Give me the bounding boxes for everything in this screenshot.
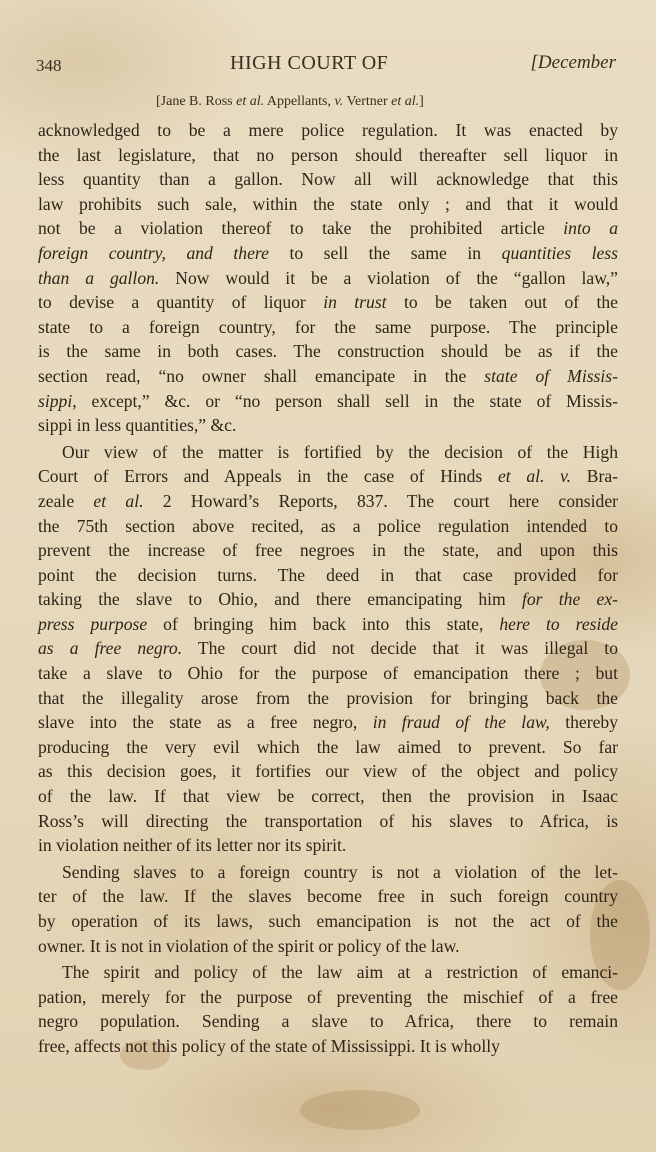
text-line [38, 636, 618, 661]
running-month: [December [530, 52, 616, 73]
text-line [38, 290, 618, 315]
caption-part: [Jane B. Ross [156, 94, 237, 109]
text-run: prevent the increase of free negroes in the state, and upon this [38, 540, 618, 561]
italic-text: and there [186, 242, 269, 263]
paragraph [38, 440, 618, 858]
text-line [38, 1009, 618, 1034]
case-caption [156, 94, 424, 110]
italic-text: press purpose [38, 613, 148, 634]
text-run: the 75th section above recited, as a police regulation intended to [38, 515, 618, 536]
italic-text: for the ex- [521, 589, 618, 610]
text-run: Now would it be a violation of the “gallon law,” [159, 267, 618, 288]
text-run: sippi in less quantities,” &c. [38, 415, 237, 436]
page-header [36, 50, 616, 78]
text-line [38, 735, 618, 760]
text-line [38, 612, 618, 637]
text-run: pation, merely for the purpose of preventing the mischief of a free [38, 986, 618, 1007]
text-run: of the law. If that view be correct, then the provision in Isaac [38, 786, 618, 807]
italic-text: sippi, [38, 390, 77, 411]
text-line [38, 759, 618, 784]
text-line [38, 563, 618, 588]
text-run: the last legislature, that no person should thereafter sell liquor in [38, 144, 618, 165]
text-line [38, 985, 618, 1010]
text-run: zeale [38, 490, 94, 511]
text-line [38, 489, 618, 514]
text-run: Bra- [571, 466, 618, 487]
text-line [38, 364, 618, 389]
italic-text: foreign country, [38, 242, 166, 263]
text-run: except,” &c. or “no person shall sell in the state of Missis- [76, 390, 618, 411]
caption-part: Vertner [343, 94, 392, 109]
text-run: negro population. Sending a slave to Africa, there to remain [38, 1011, 618, 1032]
italic-text: et al. v. [497, 466, 572, 487]
italic-text: as a free negro. [38, 638, 183, 659]
text-line [38, 464, 618, 489]
text-run: slave into the state as a free negro, [38, 712, 373, 733]
text-line [38, 661, 618, 686]
text-line [38, 960, 618, 985]
text-run: to be taken out of the [386, 292, 618, 313]
text-line [38, 514, 618, 539]
italic-text: here to reside [499, 613, 618, 634]
text-run: that the illegality arose from the provision for bringing back the [38, 687, 618, 708]
text-run: The court did not decide that it was illegal to [182, 638, 618, 659]
caption-part: et al. [391, 94, 420, 109]
text-line [38, 909, 618, 934]
text-run: take a slave to Ohio for the purpose of emancipation there ; but [38, 663, 618, 684]
paragraph [38, 960, 618, 1058]
text-line [38, 860, 618, 885]
text-run: free, affects not this policy of the state of Mississippi. It is wholly [38, 1035, 500, 1056]
text-line [38, 538, 618, 563]
text-line [38, 241, 618, 266]
text-line [38, 389, 618, 414]
text-line [38, 710, 618, 735]
text-line [38, 315, 618, 340]
text-run: ter of the law. If the slaves become free in such foreign country [38, 886, 618, 907]
caption-part: v. [334, 94, 344, 109]
italic-text: than a gallon. [38, 267, 160, 288]
text-run: Sending slaves to a foreign country is not a violation of the let- [62, 861, 618, 882]
text-run: Our view of the matter is fortified by the decision of the High [62, 441, 618, 462]
paper-stain [300, 1090, 420, 1130]
text-run: acknowledged to be a mere police regulation. It was enacted by [38, 120, 618, 140]
text-line [38, 784, 618, 809]
text-line [38, 266, 618, 291]
italic-text: in trust [323, 292, 387, 313]
text-run: of bringing him back into this state, [147, 613, 500, 634]
text-line [38, 216, 618, 241]
text-run: less quantity than a gallon. Now all will acknowledge that this [38, 169, 618, 190]
text-line [38, 192, 618, 217]
text-run: owner. It is not in violation of the spirit or policy of the law. [38, 935, 460, 956]
text-line [38, 118, 618, 143]
italic-text: in fraud of the law, [372, 712, 550, 733]
paragraph [38, 118, 618, 438]
text-run: Ross’s will directing the transportation of his slaves to Africa, is [38, 810, 618, 831]
text-line [38, 143, 618, 168]
text-line [38, 587, 618, 612]
text-run: law prohibits such sale, within the state only ; and that it would [38, 193, 618, 214]
caption-part: et al. [236, 94, 265, 109]
italic-text: et al. [93, 490, 144, 511]
text-run: by operation of its laws, such emancipation is not the act of the [38, 911, 618, 931]
text-line [38, 413, 618, 438]
text-line [38, 833, 618, 858]
text-run [166, 243, 187, 263]
text-line [38, 884, 618, 909]
paragraph [38, 860, 618, 958]
italic-text: into a [563, 218, 618, 239]
caption-part: Appellants, [264, 94, 335, 109]
text-run: to devise a quantity of liquor [38, 292, 324, 313]
text-line [38, 934, 618, 959]
text-run: is the same in both cases. The construction should be as if the [38, 341, 618, 362]
text-run: not be a violation thereof to take the prohibited article [38, 218, 564, 239]
text-run: to sell the same in [268, 242, 502, 263]
text-run: producing the very evil which the law aimed to prevent. So far [38, 736, 618, 757]
text-run: state to a foreign country, for the same purpose. The principle [38, 316, 618, 337]
text-run: The spirit and policy of the law aim at a restriction of emanci- [62, 962, 618, 983]
running-title: HIGH COURT OF [230, 52, 389, 74]
caption-part: ] [419, 94, 424, 109]
text-run: as this decision goes, it fortifies our view of the object and policy [38, 761, 618, 782]
text-line [38, 167, 618, 192]
text-run: thereby [549, 712, 618, 733]
text-run: point the decision turns. The deed in that case provided for [38, 564, 618, 585]
italic-text: state of Missis- [484, 365, 618, 386]
text-run: section read, “no owner shall emancipate in the [38, 365, 485, 386]
text-line [38, 1034, 618, 1059]
text-line [38, 686, 618, 711]
page-number: 348 [36, 56, 62, 75]
text-run: Court of Errors and Appeals in the case of Hinds [38, 466, 498, 487]
text-line [38, 440, 618, 465]
text-line [38, 339, 618, 364]
text-run: 2 Howard’s Reports, 837. The court here consider [143, 490, 618, 511]
body-text [38, 118, 618, 1059]
text-run: in violation neither of its letter nor its spirit. [38, 835, 347, 856]
text-run: taking the slave to Ohio, and there emancipating him [38, 589, 522, 610]
italic-text: quantities less [501, 242, 618, 263]
text-line [38, 809, 618, 834]
